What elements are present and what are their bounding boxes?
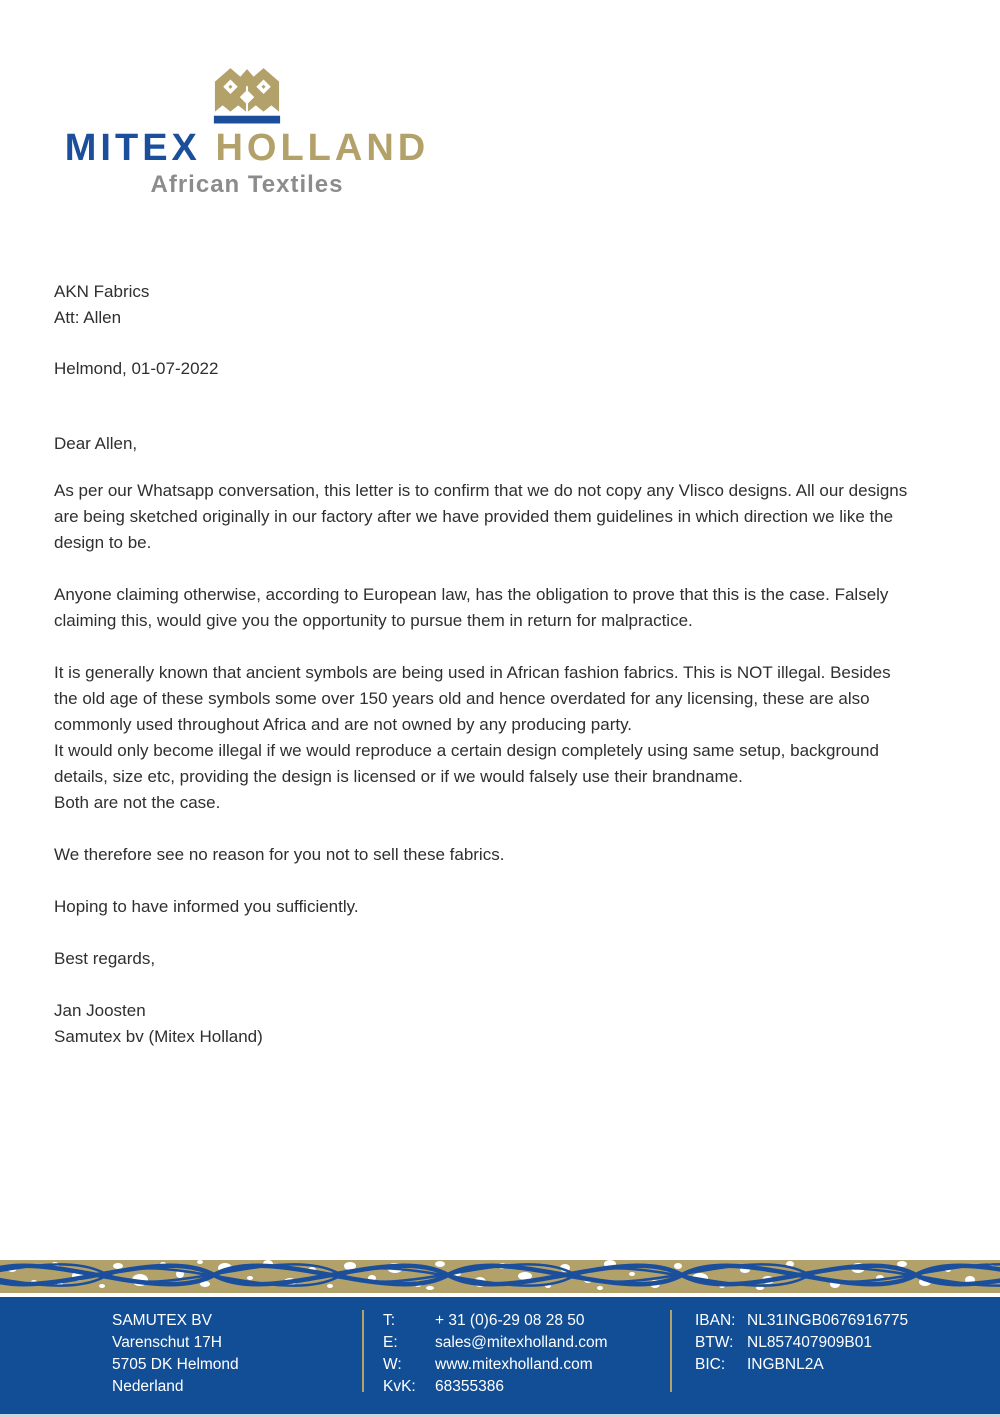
salutation: Dear Allen,	[54, 434, 138, 453]
signature-company: Samutex bv (Mitex Holland)	[54, 1027, 263, 1046]
paragraph-text: It would only become illegal if we would reproduce a certain design completely using same setup, background details, size etc, providing the design is licensed or if we would falsely use their brandname.	[54, 741, 879, 786]
brand-tagline: African Textiles	[150, 171, 344, 198]
paragraph	[54, 582, 914, 634]
iban-value: NL31INGB0676916775	[747, 1312, 909, 1329]
bic-label: BIC:	[695, 1356, 726, 1373]
closing	[54, 946, 914, 972]
wax-pattern-band	[0, 1256, 1000, 1298]
paragraph	[54, 842, 914, 868]
recipient-name: AKN Fabrics	[54, 282, 150, 301]
website-label: W:	[383, 1356, 402, 1373]
paragraph-text: We therefore see no reason for you not to sell these fabrics.	[54, 845, 505, 864]
recipient-attention: Att: Allen	[54, 308, 122, 327]
footer-country: Nederland	[112, 1378, 184, 1395]
paragraph	[54, 660, 914, 816]
footer-divider	[670, 1310, 672, 1392]
crown-icon	[210, 64, 284, 124]
footer-website-row	[383, 1354, 670, 1376]
footer	[0, 1297, 1000, 1417]
btw-label: BTW:	[695, 1334, 734, 1351]
footer-contact-column	[383, 1310, 670, 1398]
footer-bank-column	[695, 1310, 908, 1398]
footer-company-name: SAMUTEX BV	[112, 1312, 212, 1329]
email-label: E:	[383, 1334, 398, 1351]
letter-body	[54, 279, 914, 1050]
company-logo	[62, 0, 432, 199]
paragraph	[54, 894, 914, 920]
date-line: Helmond, 01-07-2022	[54, 359, 219, 378]
footer-kvk-row	[383, 1376, 670, 1398]
btw-value: NL857407909B01	[747, 1334, 872, 1351]
footer-phone-row	[383, 1310, 670, 1332]
paragraph-text: Hoping to have informed you sufficiently.	[54, 897, 359, 916]
brand-name-holland: HOLLAND	[215, 127, 430, 169]
footer-bic-row	[695, 1354, 908, 1376]
footer-btw-row	[695, 1332, 908, 1354]
website-link[interactable]: www.mitexholland.com	[435, 1356, 593, 1373]
kvk-label: KvK:	[383, 1378, 416, 1395]
closing-text: Best regards,	[54, 949, 156, 968]
phone-value: + 31 (0)6-29 08 28 50	[435, 1312, 585, 1329]
paragraph-text: It is generally known that ancient symbols are being used in African fashion fabrics. This is NOT illegal. Besides the old age of these symbols some over 150 years old and hence overdated for any licensing, these are also commonly used throughout Africa and are not owned by any producing party.	[54, 663, 891, 734]
iban-label: IBAN:	[695, 1312, 736, 1329]
footer-address-column	[112, 1310, 362, 1398]
signature-block	[54, 998, 914, 1050]
email-link[interactable]: sales@mitexholland.com	[435, 1334, 608, 1351]
recipient-block	[54, 279, 914, 331]
paragraph-text: As per our Whatsapp conversation, this letter is to confirm that we do not copy any Vlisco designs. All our designs are being sketched originally in our factory after we have provided them guidelines in which direction we like the design to be.	[54, 481, 908, 552]
bic-value: INGBNL2A	[747, 1356, 824, 1373]
phone-label: T:	[383, 1312, 396, 1329]
footer-iban-row	[695, 1310, 908, 1332]
footer-street: Varenschut 17H	[112, 1334, 222, 1351]
brand-name-mitex: MITEX	[64, 127, 201, 169]
footer-email-row	[383, 1332, 670, 1354]
footer-postal-city: 5705 DK Helmond	[112, 1356, 239, 1373]
signature-name: Jan Joosten	[54, 1001, 146, 1020]
paragraph-text: Both are not the case.	[54, 793, 221, 812]
brand-name	[62, 128, 432, 168]
kvk-value: 68355386	[435, 1378, 504, 1395]
footer-divider	[362, 1310, 364, 1392]
paragraph	[54, 478, 914, 556]
paragraph-text: Anyone claiming otherwise, according to European law, has the obligation to prove that this is the case. Falsely claiming this, would give you the opportunity to pursue them in return for malpractice.	[54, 585, 889, 630]
